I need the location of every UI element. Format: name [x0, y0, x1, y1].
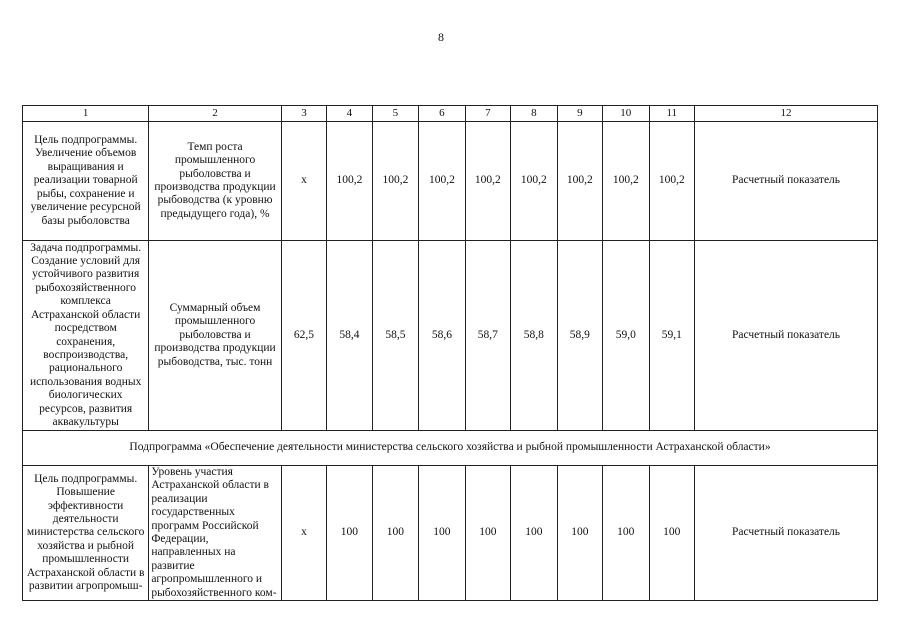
value-cell: 58,8 [511, 241, 557, 431]
goal-cell: Цель подпрограммы. Повышение эффективности деятельности министерства сельского хозяйства и рыбной промышленности Астраханской области в развитии агропромыш- [23, 466, 149, 601]
column-header: 12 [695, 106, 878, 122]
subprogram-row [23, 431, 878, 466]
indicator-cell: Суммарный объем промышленного рыболовства и производства продукции рыбоводства, тыс. тонн [149, 241, 281, 431]
value-cell: 100,2 [649, 122, 694, 241]
value-cell: 58,6 [419, 241, 465, 431]
value-cell: 59,1 [649, 241, 694, 431]
value-cell: 100,2 [419, 122, 465, 241]
table-row [23, 241, 878, 431]
value-cell: 100 [465, 466, 510, 601]
value-cell: 100,2 [327, 122, 372, 241]
value-cell: 62,5 [281, 241, 326, 431]
value-cell: 100 [557, 466, 602, 601]
column-header: 9 [557, 106, 602, 122]
value-cell: 100,2 [372, 122, 418, 241]
goal-cell: Задача подпрограммы. Создание условий для устойчивого развития рыбохозяйственного комплекса Астраханской области посредством сохранения, воспроизводства, рационального использования водных биологических ресурсов, развития аквакультуры [23, 241, 149, 431]
value-cell: 59,0 [603, 241, 649, 431]
column-header: 5 [372, 106, 418, 122]
value-cell: 100,2 [603, 122, 649, 241]
column-header: 3 [281, 106, 326, 122]
value-cell: 100,2 [511, 122, 557, 241]
value-cell: 100,2 [465, 122, 510, 241]
note-cell: Расчетный показатель [695, 122, 878, 241]
indicator-cell: Темп роста промышленного рыболовства и производства продукции рыбоводства (к уровню предыдущего года), % [149, 122, 281, 241]
goal-cell: Цель подпрограммы. Увеличение объемов выращивания и реализации товарной рыбы, сохранение и увеличение ресурсной базы рыболовства [23, 122, 149, 241]
value-cell: 100,2 [557, 122, 602, 241]
column-header: 11 [649, 106, 694, 122]
value-cell: 58,9 [557, 241, 602, 431]
column-header: 4 [327, 106, 372, 122]
indicators-table [22, 105, 878, 601]
value-cell: x [281, 466, 326, 601]
indicator-cell: Уровень участия Астраханской области в реализации государственных программ Российской Федерации, направленных на развитие агропромышленного и рыбохозяйственного ком- [149, 466, 281, 601]
value-cell: 58,4 [327, 241, 372, 431]
value-cell: 58,5 [372, 241, 418, 431]
value-cell: 100 [649, 466, 694, 601]
column-header: 1 [23, 106, 149, 122]
table-header-row [23, 106, 878, 122]
value-cell: x [281, 122, 326, 241]
page-number: 8 [438, 30, 444, 44]
value-cell: 100 [327, 466, 372, 601]
value-cell: 100 [372, 466, 418, 601]
table-row [23, 466, 878, 601]
table-row [23, 122, 878, 241]
value-cell: 100 [603, 466, 649, 601]
column-header: 2 [149, 106, 281, 122]
column-header: 6 [419, 106, 465, 122]
column-header: 8 [511, 106, 557, 122]
note-cell: Расчетный показатель [695, 241, 878, 431]
value-cell: 58,7 [465, 241, 510, 431]
column-header: 10 [603, 106, 649, 122]
subprogram-title: Подпрограмма «Обеспечение деятельности министерства сельского хозяйства и рыбной промышленности Астраханской области» [23, 431, 878, 466]
value-cell: 100 [511, 466, 557, 601]
value-cell: 100 [419, 466, 465, 601]
column-header: 7 [465, 106, 510, 122]
note-cell: Расчетный показатель [695, 466, 878, 601]
